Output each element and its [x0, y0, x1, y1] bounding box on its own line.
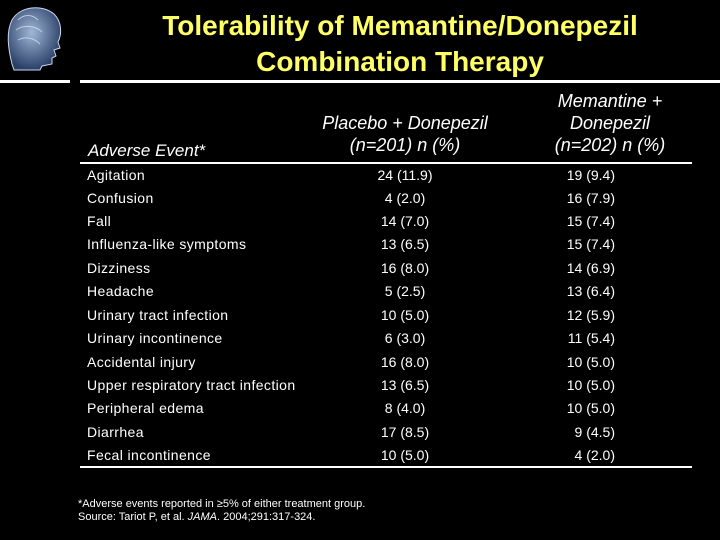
- cell-memantine-value: 16 (7.9): [566, 190, 615, 206]
- cell-memantine-value: 11 (5.4): [567, 330, 615, 346]
- table-footer-rule: [80, 466, 692, 468]
- cell-placebo-value: 6 (3.0): [384, 330, 426, 346]
- cell-placebo-value: 24 (11.9): [377, 167, 433, 183]
- cell-memantine-value: 15 (7.4): [566, 213, 615, 229]
- column-header-placebo-line-1: Placebo + Donepezil: [322, 113, 488, 133]
- footnote-journal: JAMA: [187, 511, 217, 523]
- cell-placebo-value: 17 (8.5): [380, 424, 430, 440]
- cell-adverse-event: Upper respiratory tract infection: [87, 377, 296, 393]
- cell-adverse-event: Urinary tract infection: [87, 307, 229, 323]
- cell-adverse-event: Dizziness: [87, 260, 151, 276]
- cell-placebo-value: 16 (8.0): [380, 354, 430, 370]
- cell-memantine-value: 10 (5.0): [566, 377, 615, 393]
- cell-memantine-value: 10 (5.0): [566, 400, 615, 416]
- cell-adverse-event: Influenza-like symptoms: [87, 236, 247, 252]
- cell-placebo-value: 16 (8.0): [380, 260, 430, 276]
- column-header-placebo: [300, 112, 510, 156]
- column-header-placebo-line-2: (n=201) n (%): [349, 135, 461, 155]
- column-header-memantine: [530, 90, 690, 156]
- footnote-line-1: *Adverse events reported in ≥5% of either treatment group.: [78, 498, 366, 510]
- cell-adverse-event: Accidental injury: [87, 354, 196, 370]
- cell-memantine-value: 19 (9.4): [566, 167, 615, 183]
- cell-adverse-event: Peripheral edema: [87, 400, 204, 416]
- head-profile-logo-icon: [2, 2, 66, 72]
- cell-adverse-event: Headache: [87, 283, 155, 299]
- column-header-memantine-line-2: Donepezil: [569, 113, 651, 133]
- title-divider-left: [0, 80, 70, 83]
- cell-placebo-value: 5 (2.5): [384, 283, 426, 299]
- cell-adverse-event: Agitation: [87, 167, 146, 183]
- footnote: [78, 498, 365, 524]
- cell-memantine-value: 12 (5.9): [566, 307, 615, 323]
- table-row: [0, 397, 720, 419]
- title-divider-right: [80, 80, 720, 83]
- cell-memantine-value: 10 (5.0): [566, 354, 615, 370]
- cell-adverse-event: Confusion: [87, 190, 154, 206]
- cell-adverse-event: Fecal incontinence: [87, 447, 211, 463]
- page-title: [80, 8, 720, 80]
- cell-memantine-value: 13 (6.4): [566, 283, 615, 299]
- cell-placebo-value: 4 (2.0): [384, 190, 426, 206]
- cell-placebo-value: 14 (7.0): [380, 213, 430, 229]
- table-row: [0, 187, 720, 209]
- footnote-source-prefix: Source: Tariot P, et al.: [78, 511, 188, 523]
- column-header-memantine-line-1: Memantine +: [557, 91, 663, 111]
- column-header-event-label: Adverse Event*: [88, 141, 206, 160]
- table-row: [0, 304, 720, 326]
- table-row: [0, 257, 720, 279]
- cell-memantine-value: 14 (6.9): [566, 260, 615, 276]
- cell-memantine-value: 4 (2.0): [574, 447, 615, 463]
- table-row: [0, 280, 720, 302]
- cell-placebo-value: 13 (6.5): [380, 236, 430, 252]
- column-header-memantine-line-3: (n=202) n (%): [554, 135, 666, 155]
- table-row: [0, 444, 720, 466]
- cell-adverse-event: Diarrhea: [87, 424, 144, 440]
- table-row: [0, 374, 720, 396]
- table-row: [0, 210, 720, 232]
- table-row: [0, 351, 720, 373]
- column-header-event: [88, 140, 205, 162]
- cell-adverse-event: Fall: [87, 213, 112, 229]
- cell-memantine-value: 9 (4.5): [574, 424, 615, 440]
- cell-adverse-event: Urinary incontinence: [87, 330, 223, 346]
- table-row: [0, 164, 720, 186]
- footnote-source-suffix: . 2004;291:317-324.: [217, 511, 316, 523]
- cell-placebo-value: 10 (5.0): [380, 447, 430, 463]
- title-line-2: Combination Therapy: [256, 46, 544, 77]
- table-row: [0, 233, 720, 255]
- footnote-source: [78, 511, 365, 524]
- table-row: [0, 327, 720, 349]
- table-row: [0, 421, 720, 443]
- cell-placebo-value: 10 (5.0): [380, 307, 430, 323]
- cell-memantine-value: 15 (7.4): [566, 236, 615, 252]
- cell-placebo-value: 8 (4.0): [384, 400, 426, 416]
- title-line-1: Tolerability of Memantine/Donepezil: [162, 10, 638, 41]
- cell-placebo-value: 13 (6.5): [380, 377, 430, 393]
